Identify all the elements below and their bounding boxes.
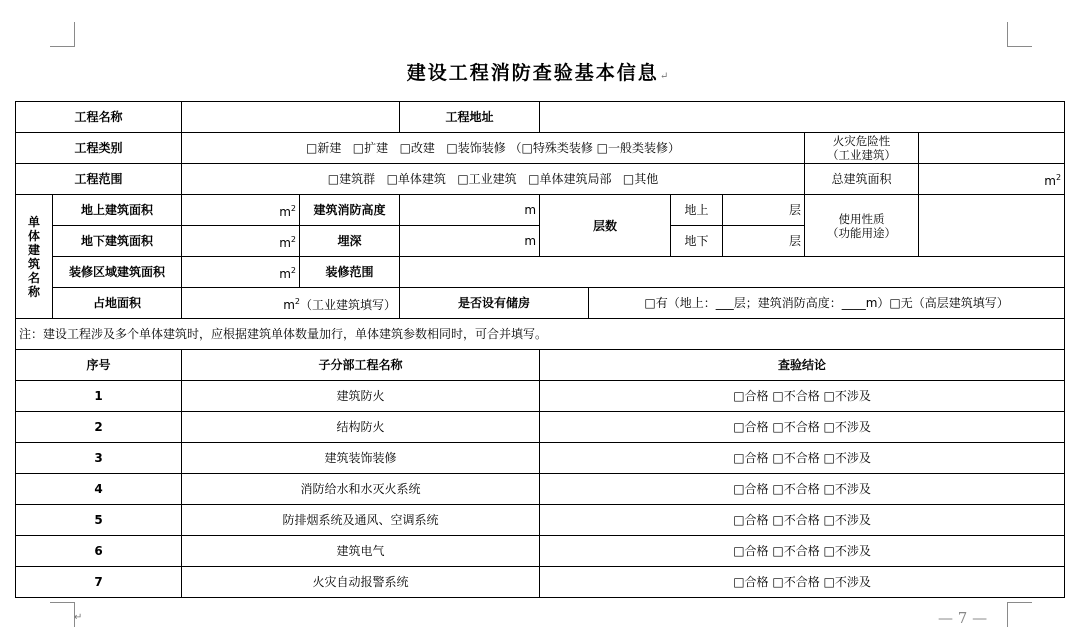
- decor-scope-label: 装修范围: [300, 257, 400, 288]
- floors-below-label: 地下: [671, 226, 723, 257]
- row-above-ground: [16, 195, 1065, 226]
- check-table-header: [16, 350, 1065, 381]
- total-area-unit: m: [1044, 173, 1056, 188]
- row-decor: [16, 257, 1065, 288]
- project-address-label: 工程地址: [400, 102, 540, 133]
- depth-value[interactable]: m: [400, 226, 540, 257]
- storage-options[interactable]: □有（地上：___层；建筑消防高度：____m）□无（高层建筑填写）: [589, 288, 1065, 319]
- table-row: [16, 536, 1065, 567]
- crop-mark-top-left: [50, 22, 75, 47]
- project-scope-label: 工程范围: [16, 164, 182, 195]
- info-form-table: [15, 101, 1065, 598]
- project-address-value[interactable]: [540, 102, 1065, 133]
- fire-risk-label: [805, 133, 919, 164]
- project-name-value[interactable]: [182, 102, 400, 133]
- row-result-options[interactable]: □合格 □不合格 □不涉及: [540, 443, 1065, 474]
- project-scope-options[interactable]: □建筑群 □单体建筑 □工业建筑 □单体建筑局部 □其他: [182, 164, 805, 195]
- decor-area-unit: m: [279, 266, 291, 281]
- row-land-area: [16, 288, 1065, 319]
- vertical-char: 名: [27, 270, 40, 285]
- row-subproject-name: 建筑防火: [182, 381, 540, 412]
- table-row: [16, 443, 1065, 474]
- total-area-value[interactable]: $m^2$: [919, 164, 1065, 195]
- single-building-name-label: [16, 195, 53, 319]
- vertical-char: 称: [27, 284, 40, 299]
- crop-mark-top-right: [1007, 22, 1032, 47]
- fire-risk-label-text: 火灾危险性: [832, 134, 891, 148]
- table-row: [16, 505, 1065, 536]
- table-row: [16, 474, 1065, 505]
- decor-area-label: 装修区域建筑面积: [53, 257, 182, 288]
- table-row: [16, 412, 1065, 443]
- floors-label: 层数: [540, 195, 671, 257]
- document-title-text: 建设工程消防查验基本信息: [406, 62, 659, 84]
- row-serial: 1: [16, 381, 182, 412]
- depth-label: 埋深: [300, 226, 400, 257]
- row-project-type: [16, 133, 1065, 164]
- form-note: 注：建设工程涉及多个单体建筑时，应根据建筑单体数量加行，单体建筑参数相同时，可合并填写。: [16, 319, 1065, 350]
- usage-label: [805, 195, 919, 257]
- fire-height-value[interactable]: m: [400, 195, 540, 226]
- row-result-options[interactable]: □合格 □不合格 □不涉及: [540, 505, 1065, 536]
- crop-mark-bottom-right: [1007, 602, 1032, 627]
- row-result-options[interactable]: □合格 □不合格 □不涉及: [540, 381, 1065, 412]
- land-area-note: （工业建筑填写）: [300, 297, 397, 312]
- vertical-char: 建: [27, 242, 40, 257]
- above-ground-area-unit: m: [279, 204, 291, 219]
- row-result-options[interactable]: □合格 □不合格 □不涉及: [540, 474, 1065, 505]
- row-subproject-name: 防排烟系统及通风、空调系统: [182, 505, 540, 536]
- row-serial: 4: [16, 474, 182, 505]
- usage-value[interactable]: [919, 195, 1065, 257]
- usage-label-text: 使用性质: [838, 211, 885, 226]
- project-type-label: 工程类别: [16, 133, 182, 164]
- row-note: [16, 319, 1065, 350]
- header-result: 查验结论: [540, 350, 1065, 381]
- row-serial: 3: [16, 443, 182, 474]
- under-ground-area-value[interactable]: $m^2$: [182, 226, 300, 257]
- row-result-options[interactable]: □合格 □不合格 □不涉及: [540, 567, 1065, 598]
- document-title: [0, 58, 1077, 85]
- row-project-name: [16, 102, 1065, 133]
- above-ground-area-label: 地上建筑面积: [53, 195, 182, 226]
- page-number: — 7 —: [938, 609, 988, 627]
- fire-risk-value[interactable]: [919, 133, 1065, 164]
- total-area-label: 总建筑面积: [805, 164, 919, 195]
- land-area-label: 占地面积: [53, 288, 182, 319]
- vertical-char: 单: [27, 214, 40, 229]
- row-serial: 5: [16, 505, 182, 536]
- decor-scope-value[interactable]: [400, 257, 1065, 288]
- row-serial: 6: [16, 536, 182, 567]
- paragraph-mark-icon: ↵: [659, 71, 671, 82]
- above-ground-area-value[interactable]: $m^2$: [182, 195, 300, 226]
- usage-label-note: （功能用途）: [827, 225, 897, 240]
- row-result-options[interactable]: □合格 □不合格 □不涉及: [540, 536, 1065, 567]
- row-subproject-name: 消防给水和水灭火系统: [182, 474, 540, 505]
- row-project-scope: [16, 164, 1065, 195]
- table-row: [16, 381, 1065, 412]
- row-result-options[interactable]: □合格 □不合格 □不涉及: [540, 412, 1065, 443]
- vertical-char: 筑: [27, 256, 40, 271]
- row-subproject-name: 火灾自动报警系统: [182, 567, 540, 598]
- crop-mark-bottom-left: [50, 602, 75, 627]
- fire-height-label: 建筑消防高度: [300, 195, 400, 226]
- paragraph-mark-icon: ↵: [74, 612, 83, 623]
- project-type-options[interactable]: □新建 □扩建 □改建 □装饰装修 （□特殊类装修 □一般类装修）: [182, 133, 805, 164]
- row-subproject-name: 建筑装饰装修: [182, 443, 540, 474]
- row-serial: 2: [16, 412, 182, 443]
- row-subproject-name: 结构防火: [182, 412, 540, 443]
- land-area-value[interactable]: $m^2$（工业建筑填写）: [182, 288, 400, 319]
- floors-above-value[interactable]: 层: [723, 195, 805, 226]
- decor-area-value[interactable]: $m^2$: [182, 257, 300, 288]
- project-name-label: 工程名称: [16, 102, 182, 133]
- under-ground-area-unit: m: [279, 235, 291, 250]
- header-serial: 序号: [16, 350, 182, 381]
- floors-below-value[interactable]: 层: [723, 226, 805, 257]
- fire-risk-label-note: （工业建筑）: [827, 148, 897, 162]
- storage-label: 是否设有储房: [400, 288, 589, 319]
- row-subproject-name: 建筑电气: [182, 536, 540, 567]
- floors-above-label: 地上: [671, 195, 723, 226]
- table-row: [16, 567, 1065, 598]
- header-subproject: 子分部工程名称: [182, 350, 540, 381]
- vertical-char: 体: [27, 228, 40, 243]
- row-serial: 7: [16, 567, 182, 598]
- under-ground-area-label: 地下建筑面积: [53, 226, 182, 257]
- land-area-unit: m: [283, 297, 295, 312]
